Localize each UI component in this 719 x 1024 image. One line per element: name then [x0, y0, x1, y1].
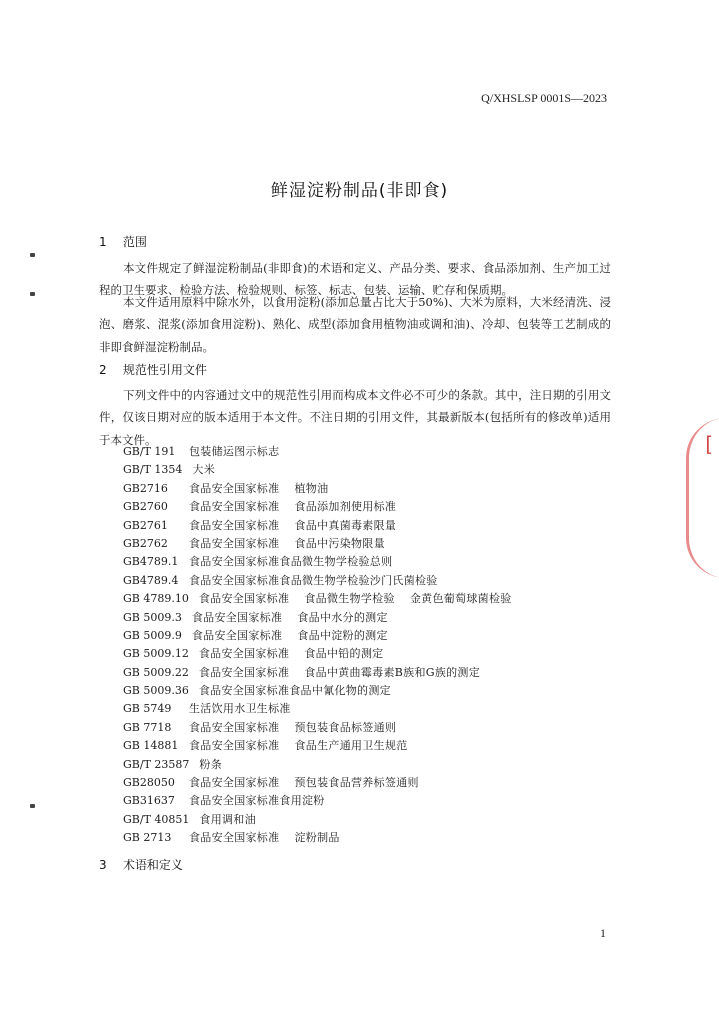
section-title: 范围	[122, 235, 147, 249]
reference-name: 粉条	[199, 757, 223, 771]
seal-stamp-icon	[686, 418, 719, 578]
reference-item	[123, 590, 512, 608]
reference-code: GB 5009.9	[123, 628, 182, 642]
section-3-heading	[99, 856, 183, 873]
reference-name: 食品安全国家标准食品中氰化物的测定	[198, 684, 391, 698]
reference-item	[123, 811, 512, 829]
reference-item	[123, 461, 512, 479]
reference-name: 食品安全国家标准 食品中污染物限量	[189, 536, 385, 550]
document-title: 鲜湿淀粉制品(非即食)	[270, 181, 449, 201]
reference-name: 食品安全国家标准 食品添加剂使用标准	[189, 500, 397, 514]
reference-code: GB/T 1354	[123, 463, 183, 477]
section-title: 规范性引用文件	[122, 363, 207, 377]
margin-mark	[30, 292, 35, 296]
reference-code: GB2760	[123, 500, 168, 514]
reference-code: GB 5749	[123, 702, 172, 716]
reference-item	[123, 517, 512, 535]
section-2-paragraph-1: 下列文件中的内容通过文中的规范性引用而构成本文件必不可少的条款。其中，注日期的引用文件，仅该日期对应的版本适用于本文件。不注日期的引用文件，其最新版本(包括所有的修改单)适用于本文件。	[99, 388, 611, 447]
reference-name: 食品安全国家标准 食品中淀粉的测定	[191, 628, 388, 642]
reference-name: 食品安全国家标准食用淀粉	[189, 794, 325, 808]
section-1-paragraph-2: 本文件适用原料中除水外，以食用淀粉(添加总量占比大于50%)、大米为原料，大米经清洗、浸泡、磨浆、混浆(添加食用淀粉)、熟化、成型(添加食用植物油或调和油)、冷却、包装等工艺制成的非即食鲜湿淀粉制品。	[99, 295, 611, 354]
reference-name: 食品安全国家标准 植物油	[189, 481, 329, 495]
reference-item	[123, 535, 512, 553]
reference-name: 包装储运图示标志	[189, 445, 280, 458]
reference-item	[123, 774, 512, 792]
reference-name: 食用调和油	[199, 812, 256, 826]
reference-item	[123, 645, 512, 663]
reference-code: GB 2713	[123, 831, 172, 845]
reference-code: GB2716	[123, 481, 168, 495]
reference-code: GB 5009.22	[123, 665, 189, 679]
section-number: 2	[99, 363, 107, 377]
reference-code: GB4789.4	[123, 573, 179, 587]
reference-name: 食品安全国家标准食品微生物学检验沙门氏菌检验	[189, 573, 438, 587]
reference-code: GB2762	[123, 536, 168, 550]
reference-list	[123, 443, 512, 848]
reference-item	[123, 756, 512, 774]
reference-name: 食品安全国家标准 淀粉制品	[189, 831, 340, 845]
reference-code: GB31637	[123, 794, 175, 808]
reference-item	[123, 792, 512, 810]
section-number: 3	[99, 858, 107, 872]
reference-code: GB 7718	[123, 720, 172, 734]
reference-item	[123, 682, 512, 700]
reference-code: GB 14881	[123, 739, 179, 753]
seal-fragment-icon: [	[705, 432, 713, 456]
reference-code: GB 4789.10	[123, 592, 189, 606]
reference-item	[123, 498, 512, 516]
reference-code: GB 5009.36	[123, 684, 189, 698]
reference-name: 食品安全国家标准食品微生物学检验总则	[189, 555, 393, 569]
section-number: 1	[99, 235, 107, 249]
reference-item	[123, 829, 512, 847]
reference-item	[123, 719, 512, 737]
section-1-paragraph-1: 本文件规定了鲜湿淀粉制品(非即食)的术语和定义、产品分类、要求、食品添加剂、生产加工过程的卫生要求、检验方法、检验规则、标签、标志、包装、运输、贮存和保质期。	[99, 261, 611, 298]
reference-name: 食品安全国家标准 预包装食品营养标签通则	[189, 776, 419, 790]
reference-name: 食品安全国家标准 食品中水分的测定	[191, 610, 388, 624]
reference-name: 食品安全国家标准 食品中黄曲霉毒素B族和G族的测定	[198, 665, 481, 679]
reference-code: GB/T 23587	[123, 757, 190, 771]
reference-name: 食品安全国家标准 食品中真菌毒素限量	[189, 518, 397, 532]
reference-item	[123, 443, 512, 461]
reference-item	[123, 627, 512, 645]
reference-name: 食品安全国家标准 预包装食品标签通则	[189, 720, 397, 734]
reference-name: 食品安全国家标准 食品微生物学检验 金黄色葡萄球菌检验	[198, 592, 512, 606]
reference-item	[123, 480, 512, 498]
reference-item	[123, 664, 512, 682]
section-title: 术语和定义	[122, 858, 183, 872]
reference-item	[123, 553, 512, 571]
reference-item	[123, 700, 512, 718]
page-number: 1	[600, 926, 606, 940]
margin-mark	[30, 804, 35, 808]
document-code: Q/XHSLSP 0001S—2023	[481, 91, 607, 105]
reference-code: GB28050	[123, 776, 175, 790]
reference-item	[123, 572, 512, 590]
reference-code: GB4789.1	[123, 555, 179, 569]
reference-item	[123, 737, 512, 755]
reference-name: 生活饮用水卫生标准	[189, 702, 291, 716]
reference-code: GB/T 40851	[123, 812, 190, 826]
section-2-heading	[99, 361, 207, 378]
reference-code: GB2761	[123, 518, 168, 532]
reference-name: 食品安全国家标准 食品中铅的测定	[198, 647, 384, 661]
reference-code: GB 5009.12	[123, 647, 189, 661]
margin-mark	[30, 253, 35, 257]
reference-name: 大米	[192, 463, 216, 477]
reference-item	[123, 609, 512, 627]
reference-code: GB/T 191	[123, 445, 176, 458]
reference-name: 食品安全国家标准 食品生产通用卫生规范	[189, 739, 408, 753]
reference-code: GB 5009.3	[123, 610, 182, 624]
section-1-heading	[99, 233, 147, 250]
